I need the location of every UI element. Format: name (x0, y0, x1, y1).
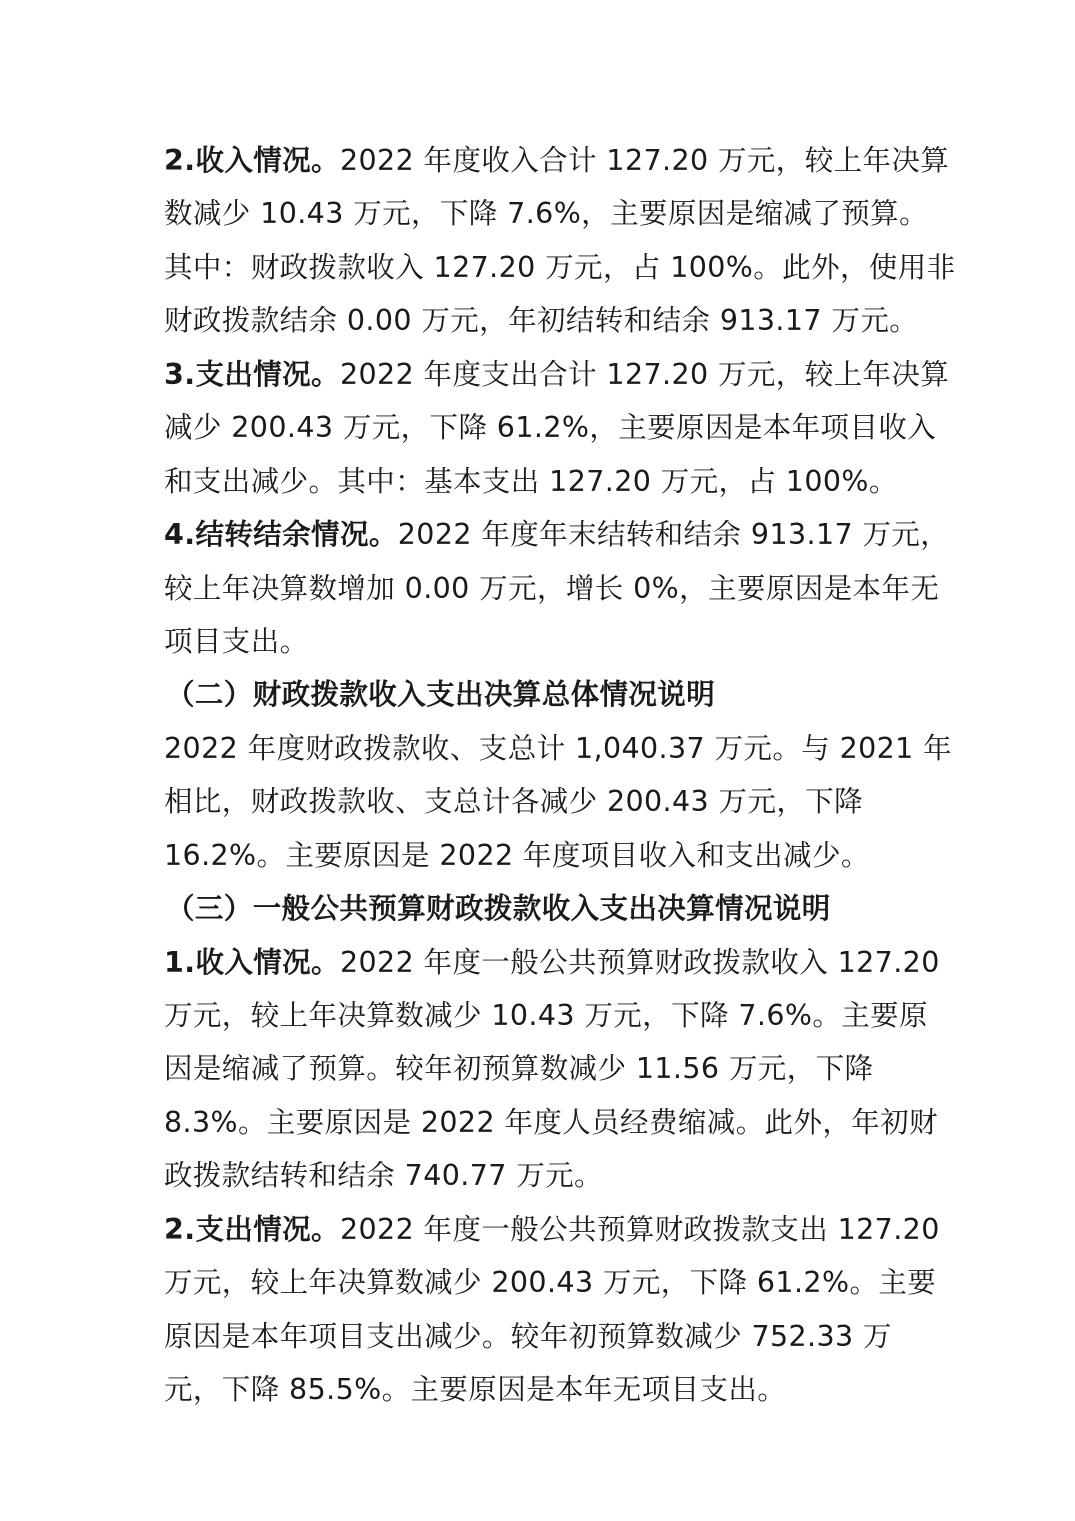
line-text: 减少 200.43 万元，下降 61.2%，主要原因是本年项目收入 (164, 411, 937, 445)
line-text: 项目支出。 (164, 624, 309, 658)
text-line (164, 297, 919, 345)
item-heading-expenditure: 3.支出情况。 (164, 357, 340, 391)
text-line (164, 511, 950, 559)
item-heading-budget-expenditure: 2.支出情况。 (164, 1212, 340, 1246)
line-text: 元，下降 85.5%。主要原因是本年无项目支出。 (164, 1373, 787, 1407)
line-text: 其中：财政拨款收入 127.20 万元，占 100%。此外，使用非 (164, 250, 956, 284)
text-line (164, 565, 940, 613)
line-text: 原因是本年项目支出减少。较年初预算数减少 752.33 万 (164, 1319, 892, 1353)
text-line (164, 137, 950, 185)
line-text: 16.2%。主要原因是 2022 年度项目收入和支出减少。 (164, 838, 870, 872)
text-line (164, 1099, 938, 1147)
line-text: 2022 年度一般公共预算财政拨款支出 127.20 (339, 1212, 940, 1246)
item-heading-budget-income: 1.收入情况。 (164, 945, 340, 979)
line-text: 数减少 10.43 万元，下降 7.6%，主要原因是缩减了预算。 (164, 197, 928, 231)
line-text: 万元，较上年决算数减少 200.43 万元，下降 61.2%。主要 (164, 1266, 937, 1300)
line-text: 2022 年度收入合计 127.20 万元，较上年决算 (339, 144, 950, 177)
text-line (164, 992, 928, 1040)
line-text: 和支出减少。其中：基本支出 127.20 万元，占 100%。 (164, 464, 898, 498)
item-heading-carryover: 4.结转结余情况。 (164, 518, 398, 552)
text-line (164, 1313, 914, 1361)
line-text: 2022 年度财政拨款收、支总计 1,040.37 万元。与 2021 年 (164, 731, 953, 765)
text-line (164, 832, 914, 880)
line-text: 财政拨款结余 0.00 万元，年初结转和结余 913.17 万元。 (164, 304, 919, 338)
text-line (164, 190, 928, 238)
line-text: 2022 年度支出合计 127.20 万元，较上年决算 (339, 357, 950, 391)
text-line (164, 725, 953, 773)
item-heading-income: 2.收入情况。 (164, 144, 340, 177)
text-line (164, 1152, 914, 1200)
line-text: 万元，较上年决算数减少 10.43 万元，下降 7.6%。主要原 (164, 999, 928, 1032)
text-line (164, 244, 956, 292)
text-line (164, 404, 937, 452)
text-line (164, 458, 914, 506)
line-text: 8.3%。主要原因是 2022 年度人员经费缩减。此外，年初财 (164, 1105, 938, 1139)
text-line (164, 1206, 940, 1254)
line-text: 相比，财政拨款收、支总计各减少 200.43 万元，下降 (164, 785, 864, 819)
line-text: 2022 年度年末结转和结余 913.17 万元， (397, 518, 950, 552)
text-line (164, 1259, 937, 1307)
section-heading-fiscal-overview: （二）财政拨款收入支出决算总体情况说明 (166, 678, 716, 712)
line-text: 较上年决算数增加 0.00 万元，增长 0%，主要原因是本年无 (164, 571, 940, 605)
line-text: 政拨款结转和结余 740.77 万元。 (164, 1159, 603, 1193)
text-line (164, 1366, 914, 1414)
text-line (164, 778, 914, 826)
section-heading-general-budget: （三）一般公共预算财政拨款收入支出决算情况说明 (166, 892, 831, 926)
line-text: 因是缩减了预算。较年初预算数减少 11.56 万元，下降 (164, 1052, 874, 1086)
text-line (164, 1045, 914, 1093)
line-text: 2022 年度一般公共预算财政拨款收入 127.20 (339, 945, 940, 979)
document-body (164, 137, 956, 1420)
text-line (164, 939, 940, 987)
text-line (164, 351, 950, 399)
text-line (164, 618, 914, 666)
